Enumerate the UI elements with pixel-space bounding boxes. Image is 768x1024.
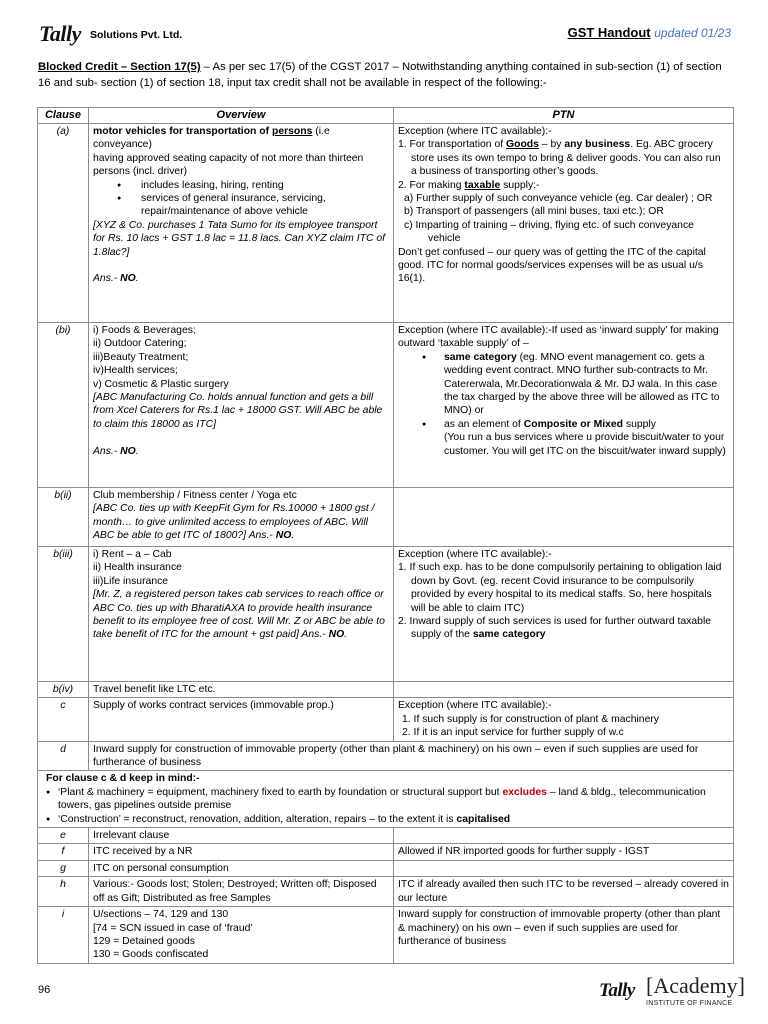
- list-item: ii) Outdoor Catering;: [93, 338, 187, 350]
- list-item: U/sections – 74, 129 and 130: [93, 909, 229, 921]
- list-item: iv)Health services;: [93, 365, 178, 377]
- list-item: 129 = Detained goods: [93, 935, 195, 947]
- ptn-text: Don’t get confused – our query was of getting the ITC of the capital good. ITC for normal goods/services expenses will be as usual u/s 16(1).: [398, 246, 706, 285]
- clause-cell: b(ii): [38, 488, 89, 547]
- table-row: [38, 124, 734, 323]
- note-emphasis: excludes: [502, 786, 547, 798]
- overview-cell: Club membership / Fitness center / Yoga etc [ABC Co. ties up with KeepFit Gym for Rs.10000 + 1800 gst / month… to give unlimited access to employees of ABC. Will ABC be able to get ITC of 1800?] Ans.- NO.: [89, 488, 394, 547]
- ptn-emphasis: Goods: [506, 139, 539, 151]
- example-text: [XYZ & Co. purchases 1 Tata Sumo for its employee transport for Rs. 10 lacs + GST 1.8 lac = 11.8 lacs. Can XYZ claim ITC of 1.8lac?]: [93, 219, 386, 258]
- intro-text: – As per sec 17(5) of the CGST 2017 – Notwithstanding anything contained in sub-section (1) of section 16 and sub- section (1) of section 18, input tax credit shall not be available in respect of the following:-: [38, 61, 722, 89]
- list-item: [46, 813, 729, 826]
- list-item: ii) Health insurance: [93, 562, 182, 574]
- page-number: 96: [38, 984, 51, 996]
- example-text: [ABC Co. ties up with KeepFit Gym for Rs.10000 + 1800 gst / month… to give unlimited access to employees of ABC. Will ABC be able to get ITC of 1800?]: [93, 503, 375, 542]
- clause-cell: h: [38, 877, 89, 907]
- ptn-text: . Eg. ABC grocery store uses its own tempo to bring & deliver goods. You can also run a business of transporting other’s goods.: [411, 139, 721, 178]
- overview-cell: Travel benefit like LTC etc.: [89, 682, 394, 698]
- overview-title-underlined: persons: [271, 126, 313, 137]
- list-item: 2. If it is an input service for further supply of w.c: [402, 727, 624, 739]
- list-item: iii)Beauty Treatment;: [93, 351, 189, 363]
- answer-label: Ans.-: [93, 445, 121, 457]
- table-row: [38, 828, 734, 844]
- answer-value: NO: [120, 445, 136, 457]
- table-row: [38, 323, 734, 488]
- table-header-row: [38, 108, 734, 124]
- ptn-text: 2. Inward supply of such services is used for further outward taxable supply of the: [398, 616, 712, 641]
- list-item: [398, 418, 729, 431]
- ptn-heading: Exception (where ITC available):-: [398, 126, 552, 137]
- answer-label: Ans.-: [93, 273, 121, 285]
- ptn-cell: Allowed if NR imported goods for further supply - IGST: [394, 844, 734, 860]
- table-row: [38, 741, 734, 771]
- clause-cell: i: [38, 907, 89, 964]
- clause-cell: f: [38, 844, 89, 860]
- clause-cell: (bi): [38, 323, 89, 488]
- example-text: [ABC Manufacturing Co. holds annual function and gets a bill from Xcel Caterers for Rs.1 lac + 18000 GST. Will ABC be able to claim this 18000 as ITC]: [93, 392, 383, 430]
- ptn-cell: [394, 124, 734, 323]
- section-heading: Blocked Credit – Section 17(5): [38, 61, 201, 73]
- clause-cell: g: [38, 860, 89, 876]
- institute-label: INSTITUTE OF FINANCE: [646, 1000, 733, 1007]
- table-row: [38, 698, 734, 741]
- list-item: [46, 786, 729, 813]
- ptn-heading: Exception (where ITC available):-: [398, 700, 552, 712]
- ptn-heading: Exception (where ITC available):-If used as ‘inward supply’ for making outward ‘taxable supply’ of –: [398, 325, 719, 350]
- clause-cell: b(iii): [38, 547, 89, 682]
- ptn-heading: Exception (where ITC available):-: [398, 549, 552, 560]
- overview-cell: ITC received by a NR: [89, 844, 394, 860]
- header-ptn: PTN: [394, 108, 734, 124]
- list-item: ● services of general insurance, servicing, repair/maintenance of above vehicle: [93, 192, 389, 219]
- list-item: i) Foods & Beverages;: [93, 325, 196, 336]
- list-item: i) Rent – a – Cab: [93, 549, 172, 560]
- overview-cell: Inward supply for construction of immovable property (other than plant & machinery) on his own – even if such supplies are used for furtherance of business: [89, 741, 734, 771]
- note-cell: [38, 771, 734, 828]
- ptn-text: as an element of: [444, 418, 524, 430]
- overview-cell: ITC on personal consumption: [89, 860, 394, 876]
- table-row: [38, 682, 734, 698]
- ptn-cell: [394, 828, 734, 844]
- overview-cell: Supply of works contract services (immovable prop.): [89, 698, 394, 741]
- list-item: v) Cosmetic & Plastic surgery: [93, 378, 229, 390]
- ptn-cell: [394, 488, 734, 547]
- ptn-emphasis: same category: [444, 351, 517, 363]
- blocked-credit-table: [37, 107, 734, 964]
- ptn-emphasis: taxable: [464, 179, 501, 191]
- ptn-text: supply: [623, 418, 656, 430]
- title-text: GST Handout: [567, 25, 651, 40]
- note-text: – land & bldg., telecommunication towers, gas pipelines outside premise: [58, 786, 706, 812]
- overview-cell: motor vehicles for transportation of persons (i.e conveyance) having approved seating capacity of not more than thirteen persons (incl. driver) ● includes leasing, hiring, renting ● services of general insurance, servicing, repair/maintenance of above vehicle [XYZ & Co. purchases 1 Tata Sumo for its employee transport for Rs. 10 lacs + GST 1.8 lac = 11.8 lacs. Can XYZ claim ITC of 1.8lac?] Ans.- NO.: [89, 124, 394, 323]
- table-row: [38, 488, 734, 547]
- list-item: a) Further supply of such conveyance vehicle (eg. Car dealer) ; OR: [404, 193, 713, 205]
- ptn-emphasis: Composite or Mixed: [523, 418, 624, 430]
- clause-cell: d: [38, 741, 89, 771]
- answer-value: NO: [275, 530, 292, 542]
- ptn-text: – by: [538, 139, 565, 151]
- list-item: ● includes leasing, hiring, renting: [93, 179, 389, 192]
- ptn-emphasis: any business: [564, 139, 631, 151]
- list-item: [398, 351, 729, 418]
- ptn-text: 1. For transportation of: [398, 139, 507, 151]
- intro-paragraph: [38, 59, 732, 91]
- overview-cell: [89, 907, 394, 964]
- overview-cell: Irrelevant clause: [89, 828, 394, 844]
- overview-cell: i) Rent – a – Cab ii) Health insurance iii)Life insurance [Mr. Z, a registered person takes cab services to reach office or ABC Co. ties up with BharatiAXA to provide health insurance benefit to its employee free of cost. Will Mr. Z or ABC be able to take benefit of ITC for the amount + gst paid] Ans.- NO.: [89, 547, 394, 682]
- answer-value: NO: [120, 273, 136, 285]
- ptn-text: 2. For making: [398, 179, 465, 191]
- overview-text: Club membership / Fitness center / Yoga etc: [93, 490, 297, 501]
- ptn-cell: [394, 698, 734, 741]
- example-text: ABC Co. ties up with BharatiAXA to provide health insurance benefit to its employee free of cost. Will Mr. Z or ABC be able to take benefit of ITC for the amount + gst paid]: [93, 602, 385, 641]
- list-item: 130 = Goods confiscated: [93, 949, 209, 961]
- overview-text: having approved seating capacity of not more than thirteen persons (incl. driver): [93, 152, 364, 178]
- list-item: 1. If such exp. has to be done compulsorily pertaining to obligation laid down by Govt. (eg. recent Covid insurance to be compulsorily provided by every hospital to its medical staffs. So, here hospitals will be able to claim ITC): [398, 562, 722, 614]
- header-overview: Overview: [89, 108, 394, 124]
- clause-cell: b(iv): [38, 682, 89, 698]
- ptn-cell: Inward supply for construction of immovable property (other than plant & machinery) on his own – even if such supplies are used for furtherance of business: [394, 907, 734, 964]
- list-item: [74 = SCN issued in case of ‘fraud’: [93, 922, 253, 934]
- clause-cell: c: [38, 698, 89, 741]
- ptn-cell: [394, 860, 734, 876]
- note-text: ‘Plant & machinery = equipment, machinery fixed to earth by foundation or structural support but: [58, 786, 503, 798]
- table-row: [38, 844, 734, 860]
- overview-cell: Various:- Goods lost; Stolen; Destroyed; Written off; Disposed off as Gift; Distributed as free Samples: [89, 877, 394, 907]
- answer-label: Ans.-: [248, 530, 276, 542]
- overview-title: motor vehicles for transportation of: [93, 126, 272, 137]
- note-emphasis: capitalised: [456, 813, 511, 825]
- page-title: [568, 26, 731, 40]
- note-heading: For clause c & d keep in mind:-: [46, 773, 200, 785]
- note-text: ‘Construction’ = reconstruct, renovation, addition, alteration, repairs – to the extent it is: [58, 813, 457, 825]
- answer-label: Ans.-: [301, 629, 329, 641]
- ptn-cell: [394, 547, 734, 682]
- header-clause: Clause: [38, 108, 89, 124]
- clause-cell: (a): [38, 124, 89, 323]
- list-item: 1. If such supply is for construction of plant & machinery: [402, 713, 660, 725]
- answer-value: NO: [328, 629, 345, 641]
- list-item: c) Imparting of training – driving, flying etc. of such conveyance vehicle: [404, 219, 694, 245]
- ptn-cell: ITC if already availed then such ITC to be reversed – already covered in our lecture: [394, 877, 734, 907]
- list-item: b) Transport of passengers (all mini buses, taxi etc.); OR: [404, 206, 664, 218]
- example-text: [Mr. Z, a registered person takes cab services to reach office or: [93, 589, 384, 601]
- table-row: [38, 907, 734, 964]
- ptn-text: (You run a bus services where u provide biscuit/water to your customer. You will get ITC on the biscuit/water inward supply): [444, 432, 726, 457]
- ptn-emphasis: same category: [472, 629, 546, 641]
- tally-logo-footer: Tally: [599, 980, 635, 1001]
- ptn-text: supply:-: [500, 179, 540, 191]
- ptn-cell: [394, 682, 734, 698]
- overview-title-end: (i.e conveyance): [93, 126, 330, 151]
- clause-cell: e: [38, 828, 89, 844]
- overview-cell: i) Foods & Beverages; ii) Outdoor Catering; iii)Beauty Treatment; iv)Health services; v) Cosmetic & Plastic surgery [ABC Manufacturing Co. holds annual function and gets a bill from Xcel Caterers for Rs.1 lac + 18000 GST. Will ABC be able to claim this 18000 as ITC] Ans.- NO.: [89, 323, 394, 488]
- table-row: [38, 547, 734, 682]
- tally-logo: Tally: [39, 21, 81, 46]
- list-item: iii)Life insurance: [93, 575, 169, 587]
- table-row: [38, 877, 734, 907]
- ptn-text: (eg. MNO event management co. gets a wedding event contract. MNO further sub-contracts to Mr. Catererwala, Mr.Decorationwala & Mr. DJ wala. In this case the tax charged by the above three will be allowed as ITC to MNO) or: [444, 351, 720, 417]
- ptn-cell: [394, 323, 734, 488]
- note-row: [38, 771, 734, 828]
- table-row: [38, 860, 734, 876]
- academy-logo: [Academy]: [646, 973, 745, 998]
- company-name: Solutions Pvt. Ltd.: [90, 29, 183, 41]
- updated-label: updated 01/23: [654, 26, 731, 40]
